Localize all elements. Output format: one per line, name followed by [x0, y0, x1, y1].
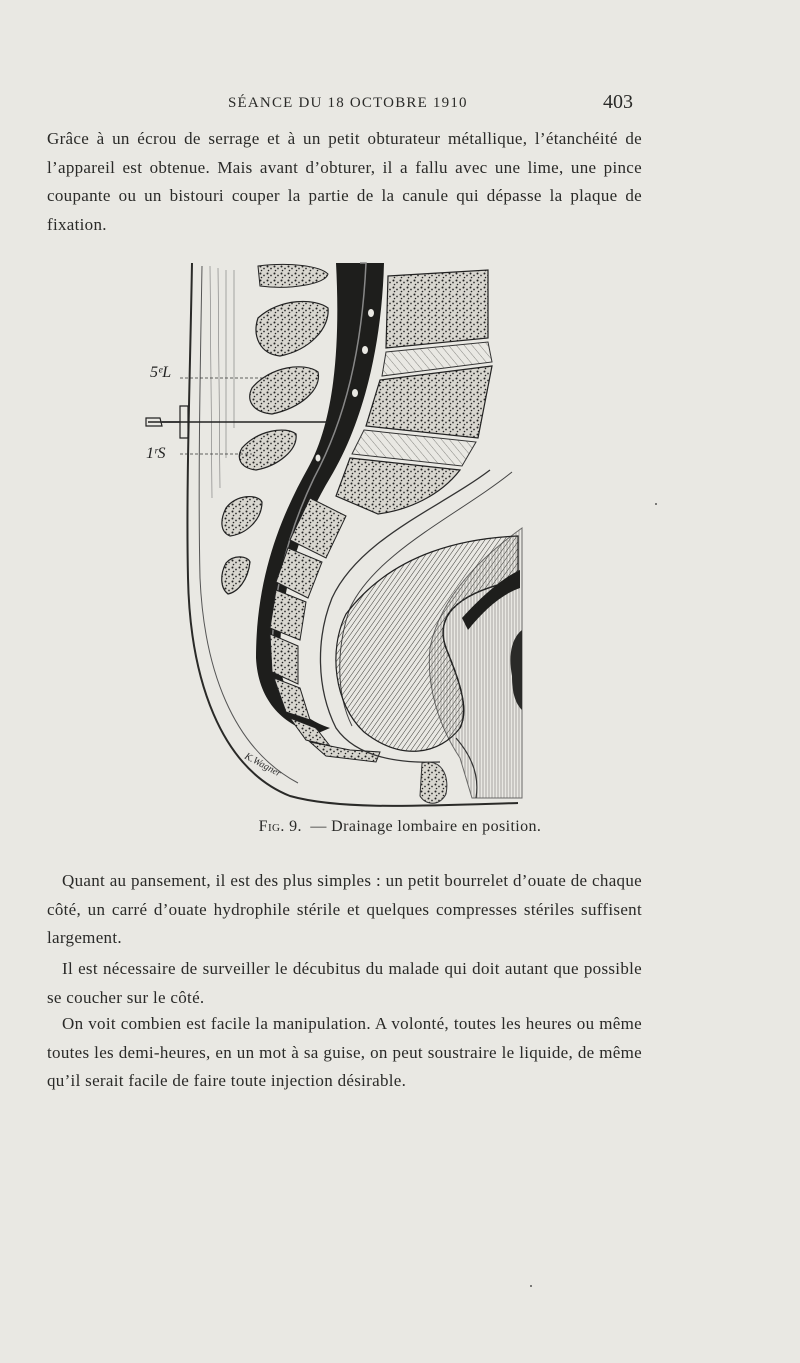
paper-speck [530, 1285, 532, 1287]
label-1st-sacral: 1ʳS [146, 445, 166, 462]
paragraph-3: Il est nécessaire de surveiller le décubitus du malade qui doit autant que possible se coucher sur le côté. [47, 959, 642, 1007]
figure-number: Fig. 9. [258, 818, 302, 835]
back-muscle-lines [210, 266, 234, 498]
caption-dash: — [310, 818, 327, 835]
caption-text: Drainage lombaire en position. [331, 818, 542, 835]
paragraph-4: On voit combien est facile la manipulation. A volonté, toutes les heures ou même toutes les demi-heures, en un mot à sa guise, on peut soustraire le liquide, de même qu’il serait facile de faire toute injection désirable. [47, 1014, 642, 1090]
artist-signature: K.Wagner [242, 750, 284, 780]
paragraph-2: Quant au pansement, il est des plus simples : un petit bourrelet d’ouate de chaque côté, un carré d’ouate hydrophile stérile et quelques compresses stériles suffisent largement. [47, 871, 642, 947]
paragraph-1: Grâce à un écrou de serrage et à un petit obturateur métallique, l’étanchéité de l’appareil est obtenue. Mais avant d’obturer, il a fallu avec une lime, une pince coupante ou un bistouri couper la partie de la canule qui dépasse la plaque de fixation. [47, 129, 642, 234]
running-title: SÉANCE DU 18 OCTOBRE 1910 [228, 95, 468, 111]
paper-speck [655, 503, 657, 505]
running-head [0, 93, 800, 119]
label-5th-lumbar: 5ᵉL [150, 364, 172, 381]
lumbar-cannula [146, 406, 328, 438]
figure-caption [0, 818, 800, 836]
page-number: 403 [603, 91, 633, 113]
figure-lumbar-drainage-illustration [140, 258, 525, 813]
anal-region [420, 762, 447, 803]
